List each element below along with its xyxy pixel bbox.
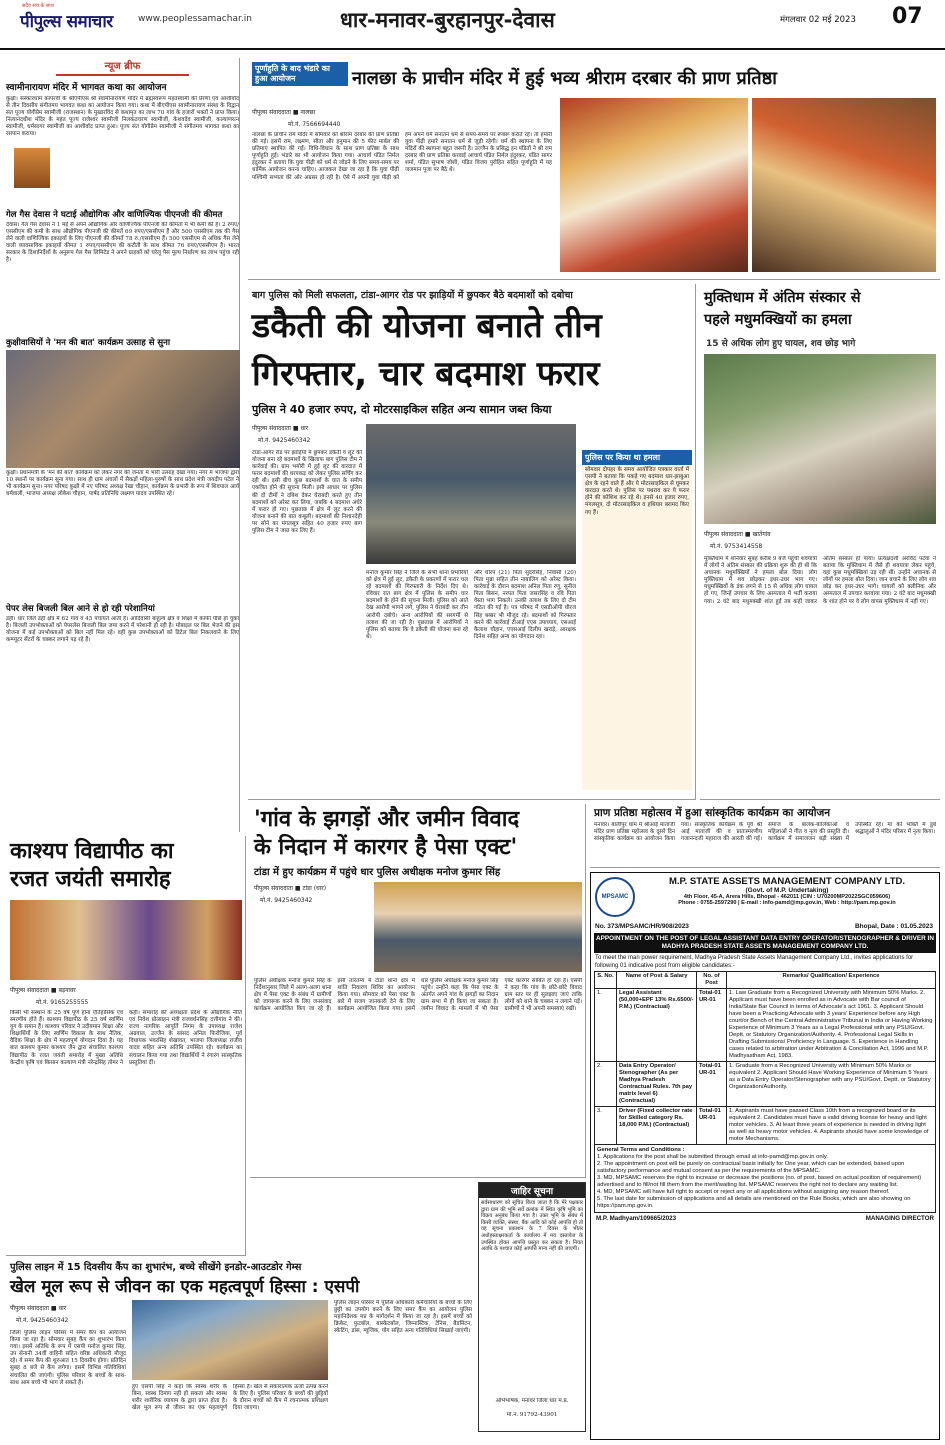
- ad-term-5: 5. The last date for submission of applications and all details are mentioned on the Rule Books, which are also showing on https://pam.mp.gov.in.: [597, 1196, 911, 1209]
- story2-text-a: टांडा-आगर रोड पर झाड़ियों में छुपकर डकैती व लूट की योजना बना रहे बदमाशों के खिलाफ बाग पुलिस टीम ने कार्रवाई की। ग्राम भमोरी में हुई लूट की वारदात में फरार बदमाशों की धरपकड़ को लेकर पुलिस सर्चिंग कर रही थी। इसी बीच कुछ बदमाशों के घात के समीप एकत्रित होने की सूचना मिली। इसी आधार पर पुलिस की दो टीमों ने दबिश देकर घेराबंदी करते हुए तीन बदमाशों को अरेस्ट कर लिया, जबकि 4 बदमाश अंधेरे में फरार हो गए। पूछताछ में क्षेत्र में लूट करने की योजना बनाने की बात कबूली। बदमाशों की निशानदेही पर सोने का मंगलसूत्र सहित 40 हजार रुपए बाग पुलिस टीम ने जब्त कर लिए हैं।: [252, 450, 362, 535]
- story2-headline-line2: गिरफ्तार, चार बदमाश फरार: [252, 354, 600, 394]
- story2-text-b: मनोज कुमार सिंह ने जिले के सभी थाना प्रभारियों को क्षेत्र में हुई लूट, डकैती के प्रकरणों में फरार चल रहे बदमाशों की गिरफ्तारी के निर्देश दिए थे। रविवार रात बाग क्षेत्र में पुलिस के समीप चार बदमाशों के होने की सूचना मिली। पुलिस को आते देख आरोपी भागने लगे, पुलिस ने घेराबंदी कर तीन आरोपी दबोचे। अन्य आरोपियों की सरगर्मी से तलाश की जा रही है। पूछताछ में आरोपियों ने पुलिस को बताया कि वे डकैती की योजना बना रहे थे।: [366, 570, 468, 640]
- section-title: धार-मनावर-बुरहानपुर-देवास: [340, 8, 555, 32]
- story2-sidebar-title: पुलिस पर किया था हमला: [582, 450, 692, 465]
- notice-title: जाहिर सूचना: [479, 1183, 585, 1198]
- story1-byline: पीपुल्स संवाददाता ■ नालछा: [252, 109, 316, 116]
- ad-footer-ref: M.P. Madhyam/109665/2023: [596, 1215, 677, 1222]
- ad-govt: (Govt. of M.P. Undertaking): [745, 887, 829, 894]
- ad-terms: [594, 1145, 936, 1213]
- ad-th-sno: S. No.: [595, 972, 617, 989]
- ad-th-post: Name of Post & Salary: [617, 972, 697, 989]
- brief-title-1: स्वामीनारायण मंदिर में भागवत कथा का आयोजन: [6, 83, 167, 93]
- ad-th-remarks: Remarks/ Qualification/ Experience: [727, 972, 936, 989]
- ad-address: 4th Floor, 45-A, Arera Hills, Bhopal - 462011 (CIN : U70200MP2022SGC059606): [683, 894, 891, 900]
- ad-row2-post: Data Entry Operator/ Stenographer (As per Madhya Pradesh Contractual Rules. 7th pay matrix level 6) (Contractual): [617, 1062, 697, 1107]
- story4-byline: पीपुल्स संवाददाता ■ बड़नावर: [10, 987, 76, 994]
- ad-row2-count: Total-01 UR-01: [697, 1062, 727, 1107]
- ad-terms-title: General Terms and Conditions :: [597, 1147, 685, 1153]
- ad-row3-remarks: 1. Aspirants must have passed Class 10th from a recognized board or its equivalent 2. Candidates must have a valid driving license for heavy and light motor vehicles. 3. At least three years of experience is needed in driving light as well as heavy motor vehicles. 4. Aspirants should have some knowledge of motor Mechanisms.: [727, 1107, 936, 1145]
- ad-term-1: 1. Applications for the post shall be submitted through email at info-pamd@mp.gov.in only.: [597, 1154, 828, 1160]
- notice-signature: अभिभाषक, मनावर जिला धार म.प्र.: [495, 1398, 569, 1404]
- story2-text-c: और धीरप (21) पिता सुंदरसिंह, निवासी (20) पिता मुन्ना सहित तीन नाबालिग को अरेस्ट किया। कार्रवाई के दौरान बदमाश अनिल पिता रणु, सुनील पिता बिसन, नरपत पिता जसरसिंह व रवि पिता वेस्ता भाग निकले। उनकी तलाश के लिए दो टीम गठित की गई है। पत्र परिषद में एसडीओपी धीरज सिंह बब्बर भी मौजूद रहे। बदमाशों को गिरफ्तार करने की कार्रवाई टीआई एएस उपाध्याय, एसआई कैलाश चौहान, एएसआई दिलीप खराड़े, आरक्षक दिनेश सहित अन्य का योगदान रहा।: [474, 570, 576, 640]
- ad-row1-post: Legal Assistant (50,000+EPF 13% Rs.6500/- P.M.) (Contractual): [617, 989, 697, 1062]
- story1-mobile: मो.नं. 7566694440: [288, 121, 341, 128]
- story2-sidebar: [582, 450, 692, 790]
- mpsamc-logo-text: MPSAMC: [601, 894, 629, 900]
- ad-footer: [594, 1213, 936, 1222]
- story4-photo-ceremony: [10, 900, 242, 980]
- story1-photo-puja: [752, 98, 936, 272]
- story7-kicker: पुलिस लाइन में 15 दिवसीय कैंप का शुभारंभ, बच्चे सीखेंगे इनडोर-आउटडोर गेम्स: [10, 1262, 302, 1273]
- story5-headline-line2: के निदान में कारगर है पेसा एक्ट': [254, 835, 518, 860]
- story-kashyap: [6, 836, 246, 1256]
- story-bees: [700, 284, 940, 800]
- story7-photo-camp: [132, 1300, 328, 1380]
- story-summer-camp: [6, 1260, 474, 1440]
- story-cultural: [590, 804, 940, 868]
- ad-contact: Phone : 0755-2597290 | E-mail : info-pamd@mp.gov.in, Web : http://pam.mp.gov.in: [678, 900, 896, 906]
- story3-byline: पीपुल्स संवाददाता ■ खातेगांव: [704, 531, 771, 538]
- story-dacoity: [248, 284, 696, 800]
- ad-row3-sno: 3.: [595, 1107, 617, 1145]
- table-row: [595, 1062, 936, 1107]
- story2-photo-arrest: [366, 424, 576, 564]
- story5-subhead: टांडा में हुए कार्यक्रम में पहुंचे धार पुलिस अधीक्षक मनोज कुमार सिंह: [254, 867, 501, 878]
- brief-title-3: कुक्षीवासियों ने 'मन की बात' कार्यक्रम उत्साह से सुना: [6, 338, 171, 348]
- news-brief-column: [6, 58, 240, 832]
- ad-row2-sno: 2.: [595, 1062, 617, 1107]
- story5-mobile: मो.नं. 9425460342: [260, 897, 313, 904]
- story5-headline-line1: 'गांव के झगड़ों और जमीन विवाद: [254, 807, 520, 832]
- ad-table: [594, 971, 936, 1145]
- logo: पीपुल्स समाचार: [20, 12, 113, 32]
- story6-text: मनावर। बालीपुर धाम में श्रीआई माताजी मंदिर प्राण प्रतिष्ठा महोत्सव के दूसरे दिन सांस्कृतिक कार्यक्रम का आयोजन किया गया। सांस्कृतिक कार्यक्रम के पूर्व श्री आई माताजी की व प्रातःस्मरणीय गजानन्दजी महाराज की आरती की गई। समाज के बालक-बालिकाओं व महिलाओं ने गीत व नृत्य की प्रस्तुति दी। कार्यक्रम में समाजजन बड़ी संख्या में उपस्थित रहे। मां की भक्ति में डूबे श्रद्धालुओं ने मंदिर परिसर में नृत्य किया।: [594, 822, 936, 843]
- brief-title-2: गेल गैस देवास ने घटाई औद्योगिक और वाणिज्यिक पीएनजी की कीमत: [6, 210, 223, 220]
- story2-headline-line1: डकैती की योजना बनाते तीन: [252, 306, 602, 346]
- ad-table-wrap: [594, 971, 936, 1222]
- story4-text: किसी भी संस्थान के 25 वर्ष पूर्ण होना ऐतिहासिक एवं स्मरणीय होते हैं। काश्यप विद्यापीठ के 25 वर्ष स्वर्णिम युग के समान हैं। काश्यप परिवार ने उदीयमान शिक्षा और शिक्षार्थियों के लिए स्वर्णिम विकास के साथ नैतिक, वैदिक शिक्षा के क्षेत्र में महत्वपूर्ण योगदान दिया है। यह बात काश्यप कुमार काश्यप जैन द्वारा संचालित काश्यप विद्यापीठ के रजत जयंती समारोह में मुख्य अतिथि केन्द्रीय कृषि एवं किसान कल्याण मंत्री नरेन्द्रसिंह तोमर ने कही। समारोह की अध्यक्षता प्रदेश के औद्योगिक नीति एवं निवेश प्रोत्साहन मंत्री राजवर्धनसिंह दत्तीगांव ने की। राज्य नागरिक आपूर्ति निगम के उपाध्यक्ष राजेश अग्रवाल, उज्जैन के सांसद अनिल फिरोजिया, पूर्व विधायक भंवरसिंह शेखावत, भाजपा जिलाध्यक्ष राजीव यादव सहित अन्य अतिथि उपस्थित रहे। कार्यक्रम का संचालन किया गया तथा विद्यार्थियों ने रंगारंग सांस्कृतिक प्रस्तुतियां दीं।: [10, 1010, 242, 1066]
- website: www.peoplessamachar.in: [138, 14, 252, 24]
- story3-photo-cremation: [704, 354, 936, 524]
- story7-text-c: पुलिस लाइन परिसर में पुलिस अधिकारी कर्मचारियों के बच्चों के लिए छुट्टी का उपयोग करने के लिए समर कैंप का आयोजन पुलिस महानिदेशक मप्र के मार्गदर्शन में किया जा रहा है। इसमें बच्चों को क्रिकेट, फुटबॉल, बास्केटबॉल, जिम्नास्टिक, टेनिस, बैडमिंटन, स्केटिंग, डांस, म्यूजिक, योग सहित अन्य गतिविधियां सिखाई जाएंगी।: [334, 1300, 472, 1335]
- ad-row1-remarks: 1. Law Graduate from a Recognized University with Minimum 50% Marks. 2. Applicant must have been enrolled as in Advocate with Bar council of India/State Bar Council in terms of Advocate's act 1961. 3. Applicant Should have been a Practicing Advocate with 3 years' Experience before any High court/or Bench of the Central Administrative Tribunal in India or Having Working Experience of Minimum 3 Years as a Legal Professional with any PSU/Govt. Deptt. or Statutory Organization/Authority. 4. Professional Legal Skills in Drafting Submissions/ Proficiency in Language. 5. Experience in Handling cases related to arbitration under Arbitration & Conciliation Act, 1996 and M.P. Madhyastham Act, 1983.: [727, 989, 936, 1062]
- brief-photo-mann-ki-baat: [6, 350, 240, 468]
- story7-text-a: जिला पुलिस लाइन परिसर में समर कैंप का आयोजन किया जा रहा है। सोमवार सुबह कैंप का शुभारंभ किया गया। इसमें अतिथि के रूप में एसपी मनोज कुमार सिंह, उप सेनानी 34वीं वाहिनी सहित वरिष्ठ अधिकारी मौजूद रहे। ये समर कैंप की शुरुआत 15 दिवसीय होगा। प्रतिदिन सुबह 8 बजे से कैंप लगेगा। इसमें विभिन्न गतिविधियां संचालित की जाएंगी। पुलिस परिवार के बच्चों के साथ-साथ आम बच्चे भी भाग ले सकते हैं।: [10, 1330, 126, 1386]
- story3-mobile: मो.नं. 9753414558: [710, 543, 763, 550]
- table-row: [595, 1107, 936, 1145]
- brief-text-3: कुक्षी। प्रधानमंत्री के 'मन की बात' कार्यक्रम को लेकर नगर की जनता में भारी उत्साह देखा गया। नगर में भाजपा द्वारा 10 स्थानों पर कार्यक्रम सुना गया। साथ ही ग्राम अंचलों में सैकड़ों महिला-पुरुषों के साथ प्रदेश मंत्री जयदीप पटेल ने भी कार्यक्रम सुना। नगर परिषद कुक्षी में नए परिषद अध्यक्ष रेखा चौहान, कार्यक्रम के प्रभारी के रूप में शिवपाल आर्य धर्मवाली, भाजपा अध्यक्ष लोकेश चौहान, पार्षद प्रतिनिधि लक्ष्मण यादव उपस्थित रहे।: [6, 470, 239, 498]
- ad-row1-sno: 1.: [595, 989, 617, 1062]
- notice-phone: मो.नं. 91792-43901: [506, 1412, 558, 1418]
- story-pesa: [250, 804, 586, 1178]
- brief-title-4: पेपर लेस बिजली बिल आने से हो रही परेशानियां: [6, 604, 155, 614]
- ad-footer-sign: MANAGING DIRECTOR: [865, 1215, 934, 1222]
- story3-text: मुक्तिधाम में शनिवार सुबह करीब 9 बजे पहुंची शवयात्रा में लोगों ने अंतिम संस्कार की प्रक्रिया शुरू की ही थी कि अचानक मधुमक्खियों ने हमला बोल दिया। लोग मुक्तिधाम में शव छोड़कर इधर-उधर भाग गए। मधुमक्खियों के डंक लगने से 15 से अधिक लोग घायल हो गए, जिन्हें उपचार के लिए अस्पताल में भर्ती कराया गया। 2 घंटे बाद मधुमक्खी शांत हुईं तब कहीं जाकर अंतिम संस्कार हो पाया। प्रत्यक्षदर्शी अरविंद पटवा ने बताया कि मुक्तिधाम में जैसे ही शवयात्रा लेकर पहुंचे, वहां कुछ मधुमक्खियां उड़ रही थीं। उन्होंने अचानक से लोगों पर हमला बोल दिया। जान बचाने के लिए लोग शव छोड़ कर इधर-उधर भागे। घायलों को क्लीनिक और अस्पताल में उपचार करवाया गया। 2 घंटे बाद मधुमक्खी के शांत होने पर वे लोग वापस मुक्तिधाम में नहीं गए।: [704, 556, 936, 605]
- ad-term-2: 2. The appointment on post will be purely on contractual basis initially for One year, which can be extended, based upon satisfactory performance and mutual consent as per the requirements of the MPSAMC.: [597, 1161, 905, 1174]
- ad-intro: To meet the man power requirement, Madhya Pradesh State Assets Management Company Ltd., invites applications for following 01 indicative post from eligible candidates:-: [595, 955, 914, 969]
- story3-headline-line1: मुक्तिधाम में अंतिम संस्कार से: [704, 290, 861, 306]
- table-row: [595, 989, 936, 1062]
- story2-byline: पीपुल्स संवाददाता ■ धार: [252, 425, 309, 432]
- masthead: [0, 0, 945, 50]
- story3-headline-line2: पहले मधुमक्खियों का हमला: [704, 312, 852, 328]
- logo-tagline: सदैव सच के साथ: [22, 3, 54, 9]
- brief-text-2: देवास। गेल गैस देवास ने 1 मई से अपने औद्योगिक और वाणिज्यिक पीएनजी की कीमतों में भी कमी की है। 2 रुपए/एससीएम की कमी के साथ औद्योगिक पीएनजी की कीमतें 69 रुपए/एससीएम हैं और 500 एससीएम तक की गैस लेने वाली वाणिज्यिक इकाइयों के लिए पीएनजी की कीमतें 78 रु./एससीएम हैं। 500 एससीएम से अधिक गैस लेने वाली व्यावसायिक इकाइयों कीमत 1 रुपए/एससीएम की कटौती के साथ कीमत 76 रुपए/एससीएम है। भारत सरकार के दिशानिर्देशों के अनुरूप गेल गैस लिमिटेड ने अपने ग्राहकों को घरेलू पैस मूल्य निर्धारण का लाभ पहुंचा रही है।: [6, 222, 239, 264]
- story7-byline: पीपुल्स संवाददाता ■ धार: [10, 1305, 67, 1312]
- story4-headline-line1: काश्यप विद्यापीठ का: [10, 839, 174, 864]
- story1-headline: नालछा के प्राचीन मंदिर में हुई भव्य श्रीराम दरबार की प्राण प्रतिष्ठा: [352, 68, 777, 89]
- ad-ref-date: Bhopal, Date : 01.05.2023: [854, 923, 933, 930]
- brief-photo-saint: [14, 148, 50, 188]
- story5-text: पुलिस अधीक्षक मनोज कुमार सिंह के निर्देशानुसार जिले में अलग-अलग थाना क्षेत्र में पेसा एक्ट के संबंध में ग्रामीणों को जागरूक करने के लिए जनसंवाद कार्यक्रम आयोजित किए जा रहे हैं। इसी तारतम्य में टांडा थाना क्षेत्र में शांति निवारण शिविर का आयोजन किया गया। सोमवार को पेसा एक्ट के बारे में सजग जानकारी देने के लिए कार्यक्रम आयोजित किया गया। इसमें धार पुलिस अधीक्षक मनोज कुमार सिंह पहुंचे। उन्होंने कहा कि पेसा एक्ट के अंतर्गत अपने गांव के झगड़ों का निदान ग्राम सभा में ही किया जा सकता है। जमीन विवाद के मामलों में भी पेसा एक्ट कारगर साबित हो रहा है। एसपी ने कहा कि गांव के छोटे-छोटे विवाद ग्राम स्तर पर ही सुलझाए जाएं ताकि लोगों को थाने के चक्कर न लगाने पड़ें। ग्रामीणों ने भी अपनी समस्याएं रखीं।: [254, 978, 582, 1013]
- story2-kicker: बाग पुलिस को मिली सफलता, टांडा-आगर रोड पर झाड़ियों में छुपकर बैठे बदमाशों को दबोचा: [252, 290, 573, 301]
- brief-text-4: डही। धार जिले डही क्षेत्र में 62 गांव व 45 पंचायतें आती हैं। आदिवासी बाहुल्य क्षेत्र व शिक्षा में काफी पीछे हो चुका है। बिजली उपभोक्ताओं को पेपरलेस बिजली बिल जमा करने में परेशानी हो रही है। मोबाइल पर बिल भेजने की इस योजना में कई उपभोक्ताओं को बिल नहीं मिल रहे। वहीं कुछ उपभोक्ताओं को डिटेल बिल निकलवाने के लिए कम्प्यूटर सेंटरों के चक्कर लगाने पड़ रहे हैं।: [6, 616, 239, 644]
- ad-row1-count: Total-01 UR-01: [697, 989, 727, 1062]
- brief-text-1: कुक्षी। संस्कारधाम कापरवी के श्रीएपीएस श्री स्वामीनारायण मंदिर में ब्रह्मस्वरूप महंतस्वामी की प्रेरणा एवं आशीर्वाद से तीन दिवसीय संगीतमय भागवत कथा का आयोजन किया गया। कथा में बीएपीएस स्वामीनारायण संस्था के विद्वान संत पूज्य योगीप्रेम स्वामीजी (राजस्थान) के मुखारविंद से कथामृत का लाभ 70 गांव के हजारों भक्तों ने प्राप्त किया। नित्यानंदधीश मंदिर के महंत पूज्य राजेश्वर स्वामीजी निलकंठचरण स्वामीजी, केशवदेव स्वामीजी, कल्याणरत्न स्वामीजी, धर्मसागर स्वामीजी का आशीर्वाद प्राप्त हुआ। पूज्य संत योगीप्रेम स्वामीजी ने संगीतमय भागवत कथा का रसपान कराया।: [6, 96, 239, 138]
- news-brief-label: न्यूज ब्रीफ: [56, 58, 189, 76]
- story7-text-b: हुए एसपी सिंह ने कहा कि स्वस्थ शरीर के बिना, स्वस्थ दिमाग नहीं हो सकता और स्वस्थ शरीर शारीरिक व्यायाम के द्वारा प्राप्त होता है। खेल मूल रूप से जीवन का एक महत्वपूर्ण हिस्सा है। खेल से सकारात्मक ऊर्जा उत्पन्न करने के लिए है। पुलिस परिवार के बच्चों की छुट्टियों के दौरान बच्चों को कैंप में रचनात्मक प्रशिक्षण दिया जाएगा।: [132, 1384, 328, 1412]
- story2-subhead: पुलिस ने 40 हजार रुपए, दो मोटरसाइकिल सहित अन्य सामान जब्त किया: [252, 403, 552, 416]
- story6-headline: प्राण प्रतिष्ठा महोत्सव में हुआ सांस्कृतिक कार्यक्रम का आयोजन: [594, 807, 831, 819]
- story2-mobile: मो.नं. 9425460342: [258, 437, 311, 444]
- ad-row2-remarks: 1. Graduate from a Recognized University with Minimum 50% Marks or equivalent 2. Applicant Should Have Working Experience of Minimum 5 Years as a Data Entry Operator/Stenographer with any PSU/Govt. Deptt. or Statutory Organization/Authority.: [727, 1062, 936, 1107]
- ad-term-4: 4. MD, MPSAMC will have full right to accept or reject any or all applications without assigning any reason thereof.: [597, 1189, 890, 1195]
- public-notice: [478, 1182, 586, 1432]
- story5-byline: पीपुल्स संवाददाता ■ टांडा (धार): [254, 885, 327, 892]
- mpsamc-logo: [595, 877, 635, 917]
- story1-kicker: पूर्णाहुति के बाद भंडारे का हुआ आयोजन: [252, 62, 348, 86]
- story2-sidebar-text: सोमवार दोपहर के समय आयोजित पत्रकार वार्ता में एसपी ने बताया कि पकड़े गए बदमाश धार-झाबुआ क्षेत्र के रहने वाले हैं और ये मोटरसाइकिल से घूमकर वारदात करते थे। पुलिस पर पथराव कर ये फरार होने की कोशिश कर रहे थे। इनसे 40 हजार रुपए, मंगलसूत्र, दो मोटरसाइकिल व हथियार बरामद किए गए हैं।: [585, 467, 689, 516]
- ad-row3-post: Driver (Fixed collector rate for Skilled category Rs. 18,000 P.M.) (Contractual): [617, 1107, 697, 1145]
- story4-headline-line2: रजत जयंती समारोह: [10, 867, 171, 892]
- ad-th-count: No. of Post: [697, 972, 727, 989]
- page-number: 07: [892, 4, 923, 29]
- story7-headline: खेल मूल रूप से जीवन का एक महत्वपूर्ण हिस्सा : एसपी: [10, 1277, 360, 1297]
- ad-table-header: [595, 972, 936, 989]
- story7-mobile: मो.नं. 9425460342: [16, 1317, 69, 1324]
- story4-mobile: मो.नं. 9165255555: [36, 999, 89, 1006]
- ad-term-3: 3. MD, MPSAMC reserves the right to increase or decrease the positions (no. of post, based on actual position of requirement) advertised and to fill/not fill them from the merit/waiting list. MPSAMC reserves the right not to declare any waiting list.: [597, 1175, 922, 1188]
- date: मंगलवार 02 मई 2023: [780, 15, 856, 25]
- story5-photo-meeting: [374, 882, 582, 972]
- ad-row3-count: Total-01 UR-01: [697, 1107, 727, 1145]
- ad-header: [639, 876, 935, 906]
- ad-ref-no: No. 373/MPSAMC/HR/908/2023: [595, 923, 689, 930]
- notice-text: सर्वसाधारण को सूचित किया जाता है कि मेरे पक्षकार द्वारा ग्राम की भूमि सर्वे क्रमांक में स्थित कृषि भूमि का विक्रय अनुबंध किया गया है। उक्त भूमि के संबंध में किसी व्यक्ति, संस्था, बैंक आदि को कोई आपत्ति हो तो वह सूचना प्रकाशन के 7 दिवस के भीतर अधोहस्ताक्षरकर्ता के कार्यालय में मय दस्तावेज के उपस्थित होकर आपत्ति प्रस्तुत कर सकता है। नियत अवधि के पश्चात कोई आपत्ति मान्य नहीं की जाएगी।: [481, 1200, 583, 1253]
- story3-subhead: 15 से अधिक लोग हुए घायल, शव छोड़ भागे: [706, 339, 856, 349]
- mpsamc-advertisement: [590, 872, 940, 1440]
- ad-title: APPOINTMENT ON THE POST OF LEGAL ASSISTANT DATA ENTRY OPERATOR/STENOGRAPHER & DRIVER IN MADHYA PRADESH STATE ASSETS MANAGEMENT COMPANY LTD.: [594, 933, 936, 953]
- ad-company: M.P. STATE ASSETS MANAGEMENT COMPANY LTD.: [668, 876, 906, 887]
- story-nalchha: [248, 58, 940, 280]
- story1-photo-idols: [560, 98, 748, 272]
- story1-text: नालछा के प्राचीन राम मंदिर में सोमवार को श्रीराम दरबार की प्राण प्रतिष्ठा की गई। इसमें राम, लक्ष्मण, सीता और हनुमान की 5 फीट मार्बल की प्रतिमाएं स्थापित की गईं। विधि-विधान के साथ प्राण प्रतिष्ठा के साथ पूर्णाहुति हुई। भंडारे का भी आयोजन किया गया। आचार्य पंडित निर्मल इंदुरकर ने बताया कि युवा पीढ़ी को धर्म से जोड़ने के लिए समय-समय पर धार्मिक आयोजन करना चाहिए। आजकल देखा जा रहा है कि युवा पीढ़ी पश्चिमी सभ्यता की ओर अग्रसर हो रही है। ऐसे में अपनी युवा पीढ़ी को हम अपने धर्म सनातन धर्म से समय-समय पर रूबरू कराते रहें। तो हमारी युवा पीढ़ी हमारे सनातन धर्म से जुड़ी रहेगी। धर्म की स्थापना के लिए मंदिरों की स्थापना बहुत जरूरी है। उज्जैन के प्रसिद्ध इन पंडितों ने श्री राम दरबार की प्राण प्रतिष्ठा करवाई आचार्य पंडित निर्मल इंदुरकर, पंडित सागर शर्मा, पंडित सुभाष जोशी, पंडित विजय पुरोहित सहित पूर्णाहुति में यह जजमान पूजा पर बैठे थे।: [252, 132, 552, 181]
